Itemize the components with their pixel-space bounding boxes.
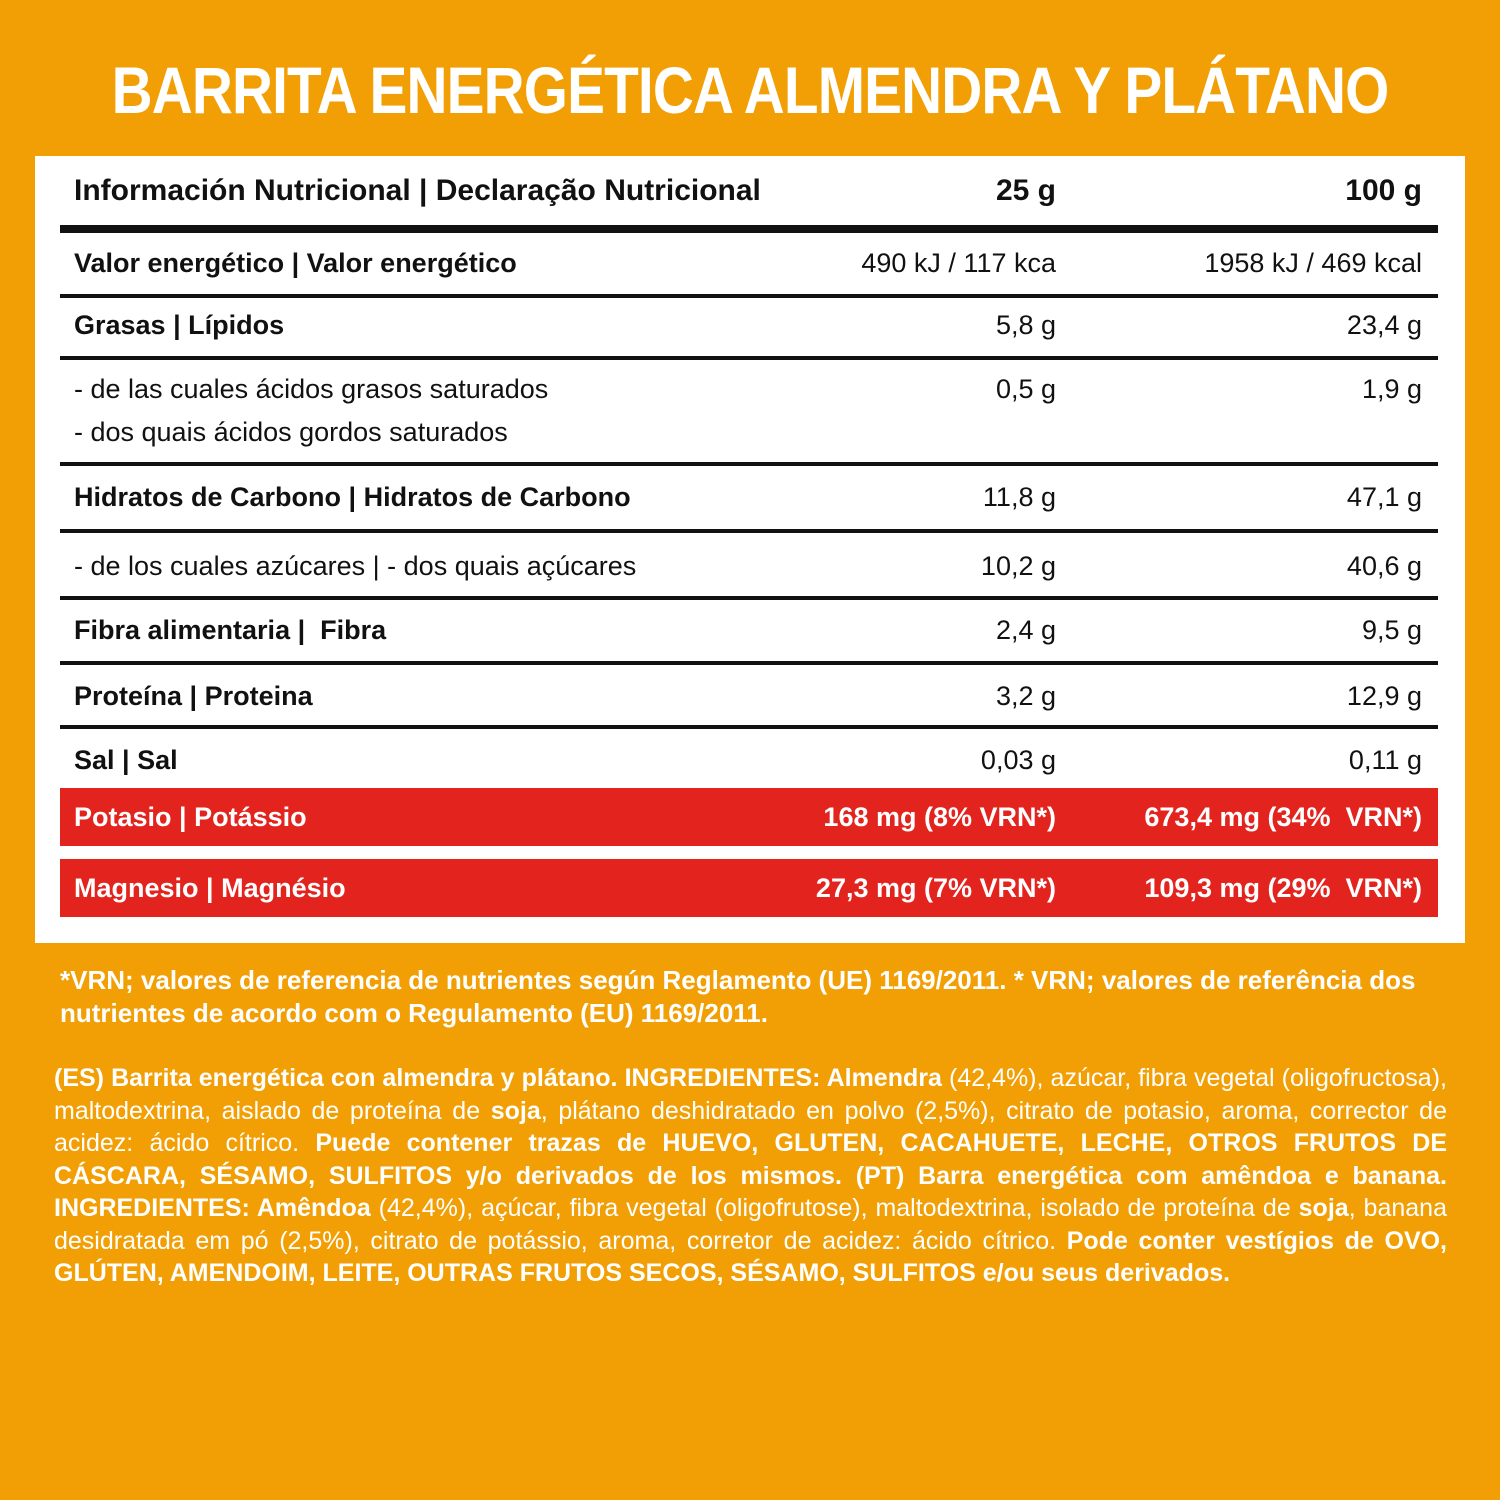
row-label: Sal | Sal — [74, 745, 178, 775]
row-value-25g: 3,2 g — [995, 681, 1056, 711]
row-value-100g: 9,5 g — [1361, 615, 1422, 645]
row-value-100g: 23,4 g — [1346, 310, 1422, 340]
row-value-100g: 40,6 g — [1346, 551, 1422, 581]
table-row — [60, 248, 1438, 279]
highlight-row-magnesium — [60, 859, 1438, 917]
ingredients-pt-part2: , banana desidratada em pó (2,5%), citrato de potássio, aroma, corretor de acidez: ácido cítrico. — [54, 1194, 1447, 1255]
table-row — [60, 615, 1438, 646]
page-title: BARRITA ENERGÉTICA ALMENDRA Y PLÁTANO — [111, 53, 1389, 127]
row-value-100g: 109,3 mg (29% VRN*) — [1144, 872, 1422, 903]
table-row — [60, 376, 1438, 454]
row-value-100g: 12,9 g — [1346, 681, 1422, 711]
ingredients-pt-allergens: Pode conter vestígios de OVO, GLÚTEN, AMENDOIM, LEITE, OUTRAS FRUTOS SECOS, SÉSAMO, SULFITOS e/ou seus derivados. — [54, 1226, 1448, 1287]
row-value-100g: 673,4 mg (34% VRN*) — [1144, 801, 1422, 832]
row-label: Grasas | Lípidos — [74, 310, 285, 340]
row-divider — [60, 725, 1438, 729]
ingredients-pt-part1: (42,4%), açúcar, fibra vegetal (oligofrutose), maltodextrina, isolado de proteína de — [370, 1194, 1299, 1222]
row-divider — [60, 356, 1438, 360]
row-value-25g: 490 kJ / 117 kca — [861, 248, 1056, 278]
ingredients-es-intro: (ES) Barrita energética con almendra y plátano. INGREDIENTES: Almendra — [54, 1064, 942, 1092]
row-value-25g: 5,8 g — [995, 310, 1056, 340]
table-row — [60, 745, 1438, 776]
row-label: Potasio | Potássio — [74, 801, 307, 832]
row-value-25g: 2,4 g — [995, 615, 1056, 645]
allergen-soja-es: soja — [490, 1096, 541, 1125]
ingredients-text — [54, 1062, 1447, 1290]
row-divider — [60, 596, 1438, 600]
header-col-100g: 100 g — [1345, 174, 1422, 207]
header-divider — [60, 225, 1438, 233]
header-label: Información Nutricional | Declaração Nutricional — [74, 174, 761, 207]
row-value-25g: 11,8 g — [982, 482, 1056, 512]
header-col-25g: 25 g — [995, 174, 1056, 207]
row-divider — [60, 462, 1438, 466]
row-value-25g: 0,03 g — [980, 745, 1056, 775]
row-label-es: - de las cuales ácidos grasos saturados — [74, 374, 549, 404]
row-value-100g: 1,9 g — [1361, 374, 1422, 404]
table-header — [60, 174, 1438, 208]
vrn-footnote: *VRN; valores de referencia de nutrientes según Reglamento (UE) 1169/2011. * VRN; valores de referência dos nutrientes de acordo com o Regulamento (EU) 1169/2011. — [60, 965, 1416, 1028]
row-label: - de los cuales azúcares | - dos quais açúcares — [74, 551, 637, 581]
row-label: Fibra alimentaria | Fibra — [74, 615, 387, 645]
row-value-100g: 1958 kJ / 469 kcal — [1204, 248, 1422, 278]
row-value-25g: 168 mg (8% VRN*) — [823, 801, 1056, 832]
table-row — [60, 310, 1438, 341]
nutrition-table — [35, 156, 1465, 943]
ingredients-es-allergens: Puede contener trazas de HUEVO, GLUTEN, CACAHUETE, LECHE, OTROS FRUTOS DE CÁSCARA, SÉSAMO, SULFITOS y/o derivados de los mismos. (PT) Barra energética com amêndoa e banana. INGREDIENTES: Amêndoa — [54, 1129, 1447, 1222]
highlight-row-potassium — [60, 788, 1438, 846]
row-value-100g: 0,11 g — [1348, 745, 1422, 775]
row-divider — [60, 529, 1438, 533]
ingredients-es-part1: (42,4%), azúcar, fibra vegetal (oligofructosa), maltodextrina, aislado de proteína de — [54, 1064, 1447, 1125]
row-label: Valor energético | Valor energético — [74, 248, 517, 278]
row-value-25g: 27,3 mg (7% VRN*) — [815, 872, 1056, 903]
row-label: Magnesio | Magnésio — [74, 872, 346, 903]
ingredients-es-part2: , plátano deshidratado en polvo (2,5%), citrato de potasio, aroma, corrector de acidez: ácido cítrico. — [54, 1096, 1447, 1157]
row-label: Proteína | Proteina — [74, 681, 313, 711]
table-row — [60, 551, 1438, 582]
row-label-pt: - dos quais ácidos gordos saturados — [74, 417, 508, 447]
table-row — [60, 482, 1438, 513]
row-divider — [60, 294, 1438, 298]
row-label — [60, 368, 796, 454]
row-value-25g: 0,5 g — [995, 374, 1056, 404]
allergen-soja-pt: soja — [1298, 1194, 1349, 1222]
row-value-25g: 10,2 g — [980, 551, 1056, 581]
row-divider — [60, 661, 1438, 665]
row-label: Hidratos de Carbono | Hidratos de Carbono — [74, 482, 631, 512]
row-value-100g: 47,1 g — [1346, 482, 1422, 512]
table-row — [60, 681, 1438, 712]
